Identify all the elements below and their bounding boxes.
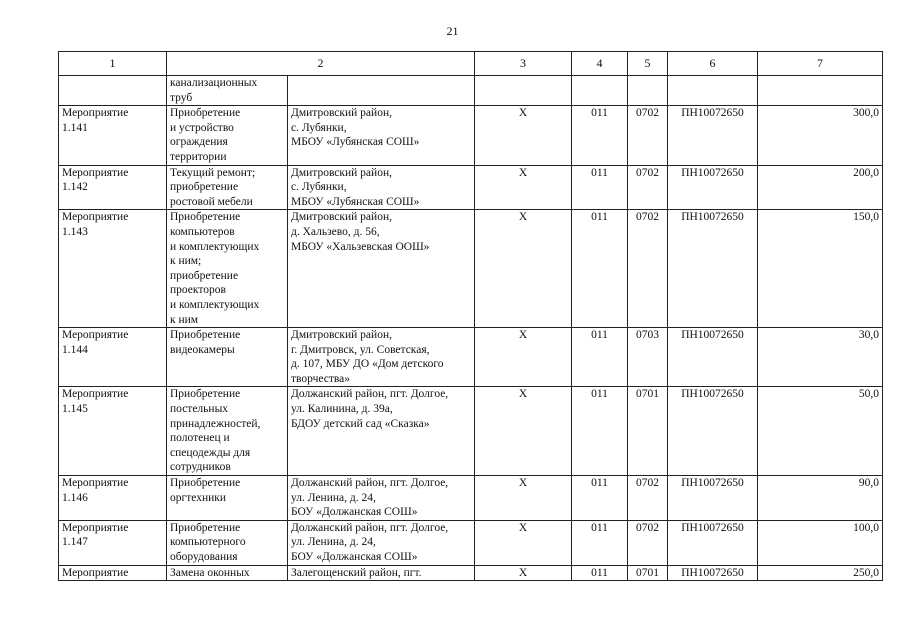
activity-address-line: Залегощенский район, пгт.: [291, 566, 422, 579]
activity-desc-line: Приобретение: [170, 477, 241, 490]
activity-id-line: Мероприятие: [62, 388, 129, 401]
activity-id-cell: [59, 387, 167, 476]
activity-desc-line: приобретение: [170, 269, 239, 282]
col5-cell: 0702: [628, 520, 668, 565]
activity-address-line: МБОУ «Лубянская СОШ»: [291, 136, 420, 149]
col6-cell: ПН10072650: [668, 565, 758, 581]
activity-desc-line: компьютеров: [170, 225, 235, 238]
desc-line: канализационных: [170, 77, 258, 89]
header-row: [59, 52, 883, 76]
activity-address-line: БОУ «Должанская СОШ»: [291, 506, 418, 519]
activity-address-cell: [288, 165, 475, 210]
activity-id-cell: [59, 210, 167, 328]
col6-cell: ПН10072650: [668, 210, 758, 328]
activity-id-cell: [59, 106, 167, 165]
activity-address-line: с. Лубянки,: [291, 121, 347, 134]
col5-cell: 0701: [628, 565, 668, 581]
activity-id-line: Мероприятие: [62, 566, 129, 579]
activity-id-cell: [59, 520, 167, 565]
activity-desc-cell: [167, 210, 288, 328]
col5-cell: 0703: [628, 328, 668, 387]
activity-address-cell: [288, 520, 475, 565]
col3-cell: Х: [475, 565, 572, 581]
col5-cell: 0702: [628, 476, 668, 521]
table-row: [59, 210, 883, 328]
activity-desc-line: принадлежностей,: [170, 417, 261, 430]
activity-desc-cell: [167, 520, 288, 565]
amount-cell: 100,0: [758, 520, 883, 565]
activity-id-line: Мероприятие: [62, 211, 129, 224]
col3-cell: Х: [475, 476, 572, 521]
continuation-desc-cell: [167, 76, 288, 106]
activity-desc-line: Приобретение: [170, 107, 241, 120]
activity-desc-line: и комплектующих: [170, 298, 260, 311]
activity-id-line: Мероприятие: [62, 107, 129, 120]
activity-desc-line: видеокамеры: [170, 343, 235, 356]
activity-id-line: 1.143: [62, 225, 88, 238]
desc-line: труб: [170, 91, 193, 104]
continuation-id-cell: [59, 76, 167, 106]
activity-desc-line: ограждения: [170, 136, 228, 149]
table-row: [59, 520, 883, 565]
activity-id-line: 1.141: [62, 121, 88, 134]
activity-address-line: МБОУ «Лубянская СОШ»: [291, 195, 420, 208]
activity-address-line: БОУ «Должанская СОШ»: [291, 551, 418, 563]
page-number: 21: [446, 24, 459, 38]
header-col-1: 1: [59, 52, 167, 76]
col4-cell: 011: [572, 520, 628, 565]
activity-address-cell: [288, 328, 475, 387]
activity-desc-line: проекторов: [170, 284, 226, 297]
activity-id-line: 1.145: [62, 403, 88, 416]
activity-id-line: 1.146: [62, 491, 88, 504]
col3-cell: Х: [475, 387, 572, 476]
activity-address-line: Должанский район, пгт. Долгое,: [291, 521, 449, 534]
activity-desc-line: оборудования: [170, 551, 238, 563]
activity-address-line: д. 107, МБУ ДО «Дом детского: [291, 358, 444, 371]
activity-address-cell: [288, 210, 475, 328]
activity-id-line: 1.144: [62, 343, 88, 356]
col6-cell: ПН10072650: [668, 476, 758, 521]
col6-cell: ПН10072650: [668, 165, 758, 210]
col4-cell: 011: [572, 106, 628, 165]
activity-address-line: МБОУ «Хальзевская ООШ»: [291, 240, 430, 253]
col5-cell: 0701: [628, 387, 668, 476]
table-row: [59, 565, 883, 581]
activity-id-line: Мероприятие: [62, 521, 129, 534]
col5-cell: 0702: [628, 165, 668, 210]
budget-table: [58, 51, 883, 581]
col4-cell: 011: [572, 210, 628, 328]
col3-cell: Х: [475, 520, 572, 565]
activity-address-line: г. Дмитровск, ул. Советская,: [291, 343, 430, 356]
table-row: [59, 328, 883, 387]
table-row: [59, 165, 883, 210]
continuation-c3-cell: [475, 76, 572, 106]
activity-address-line: ул. Калинина, д. 39а,: [291, 403, 393, 416]
col6-cell: ПН10072650: [668, 387, 758, 476]
continuation-c5-cell: [628, 76, 668, 106]
col4-cell: 011: [572, 565, 628, 581]
activity-address-line: с. Лубянки,: [291, 181, 347, 194]
activity-desc-line: к ним: [170, 313, 199, 326]
activity-address-line: Дмитровский район,: [291, 211, 392, 224]
continuation-addr-cell: [288, 76, 475, 106]
activity-desc-cell: [167, 328, 288, 387]
activity-desc-cell: [167, 387, 288, 476]
activity-desc-line: и комплектующих: [170, 240, 260, 253]
col4-cell: 011: [572, 387, 628, 476]
activity-id-line: 1.147: [62, 536, 88, 549]
activity-address-line: БДОУ детский сад «Сказка»: [291, 417, 430, 430]
activity-address-line: творчества»: [291, 372, 351, 385]
activity-desc-line: Приобретение: [170, 521, 241, 534]
activity-id-line: Мероприятие: [62, 166, 129, 179]
amount-cell: 50,0: [758, 387, 883, 476]
amount-cell: 90,0: [758, 476, 883, 521]
activity-id-line: Мероприятие: [62, 329, 129, 342]
col6-cell: ПН10072650: [668, 520, 758, 565]
amount-cell: 30,0: [758, 328, 883, 387]
activity-desc-line: Приобретение: [170, 211, 241, 224]
activity-address-cell: [288, 387, 475, 476]
activity-desc-line: Приобретение: [170, 388, 241, 401]
amount-cell: 300,0: [758, 106, 883, 165]
activity-address-line: ул. Ленина, д. 24,: [291, 491, 376, 504]
activity-desc-line: компьютерного: [170, 536, 246, 549]
activity-id-cell: [59, 476, 167, 521]
col4-cell: 011: [572, 165, 628, 210]
activity-desc-cell: [167, 565, 288, 581]
activity-desc-line: спецодежды для: [170, 446, 251, 459]
continuation-c6-cell: [668, 76, 758, 106]
activity-desc-line: постельных: [170, 403, 229, 416]
activity-address-cell: [288, 106, 475, 165]
table-row: [59, 106, 883, 165]
header-col-5: 5: [628, 52, 668, 76]
activity-address-line: Должанский район, пгт. Долгое,: [291, 477, 449, 490]
col3-cell: Х: [475, 210, 572, 328]
activity-address-line: Дмитровский район,: [291, 329, 392, 342]
activity-id-cell: [59, 165, 167, 210]
table-row: [59, 387, 883, 476]
activity-desc-line: сотрудников: [170, 461, 231, 474]
activity-desc-cell: [167, 106, 288, 165]
activity-desc-line: и устройство: [170, 121, 234, 134]
header-col-6: 6: [668, 52, 758, 76]
activity-desc-line: территории: [170, 150, 227, 163]
activity-address-line: Должанский район, пгт. Долгое,: [291, 388, 449, 401]
header-col-2: 2: [167, 52, 475, 76]
activity-desc-line: Приобретение: [170, 329, 241, 342]
activity-id-cell: [59, 565, 167, 581]
col6-cell: ПН10072650: [668, 328, 758, 387]
header-col-7: 7: [758, 52, 883, 76]
activity-address-line: д. Хальзево, д. 56,: [291, 225, 380, 238]
activity-address-cell: [288, 565, 475, 581]
continuation-c4-cell: [572, 76, 628, 106]
continuation-row: [59, 76, 883, 106]
activity-desc-cell: [167, 165, 288, 210]
activity-id-line: Мероприятие: [62, 477, 129, 490]
table-row: [59, 476, 883, 521]
activity-desc-line: Текущий ремонт;: [170, 166, 256, 179]
activity-id-line: 1.142: [62, 181, 88, 194]
amount-cell: 150,0: [758, 210, 883, 328]
activity-desc-line: ростовой мебели: [170, 195, 253, 208]
col4-cell: 011: [572, 328, 628, 387]
amount-cell: 250,0: [758, 565, 883, 581]
continuation-c7-cell: [758, 76, 883, 106]
activity-desc-line: Замена оконных: [170, 566, 250, 579]
header-col-3: 3: [475, 52, 572, 76]
col5-cell: 0702: [628, 210, 668, 328]
col3-cell: Х: [475, 165, 572, 210]
col6-cell: ПН10072650: [668, 106, 758, 165]
activity-address-line: Дмитровский район,: [291, 107, 392, 120]
activity-desc-line: приобретение: [170, 181, 239, 194]
activity-address-line: ул. Ленина, д. 24,: [291, 536, 376, 549]
activity-desc-line: к ним;: [170, 255, 202, 268]
activity-desc-cell: [167, 476, 288, 521]
col5-cell: 0702: [628, 106, 668, 165]
amount-cell: 200,0: [758, 165, 883, 210]
activity-desc-line: полотенец и: [170, 432, 230, 445]
activity-id-cell: [59, 328, 167, 387]
header-col-4: 4: [572, 52, 628, 76]
col3-cell: Х: [475, 328, 572, 387]
activity-address-line: Дмитровский район,: [291, 166, 392, 179]
col4-cell: 011: [572, 476, 628, 521]
activity-address-cell: [288, 476, 475, 521]
col3-cell: Х: [475, 106, 572, 165]
activity-desc-line: оргтехники: [170, 491, 226, 504]
